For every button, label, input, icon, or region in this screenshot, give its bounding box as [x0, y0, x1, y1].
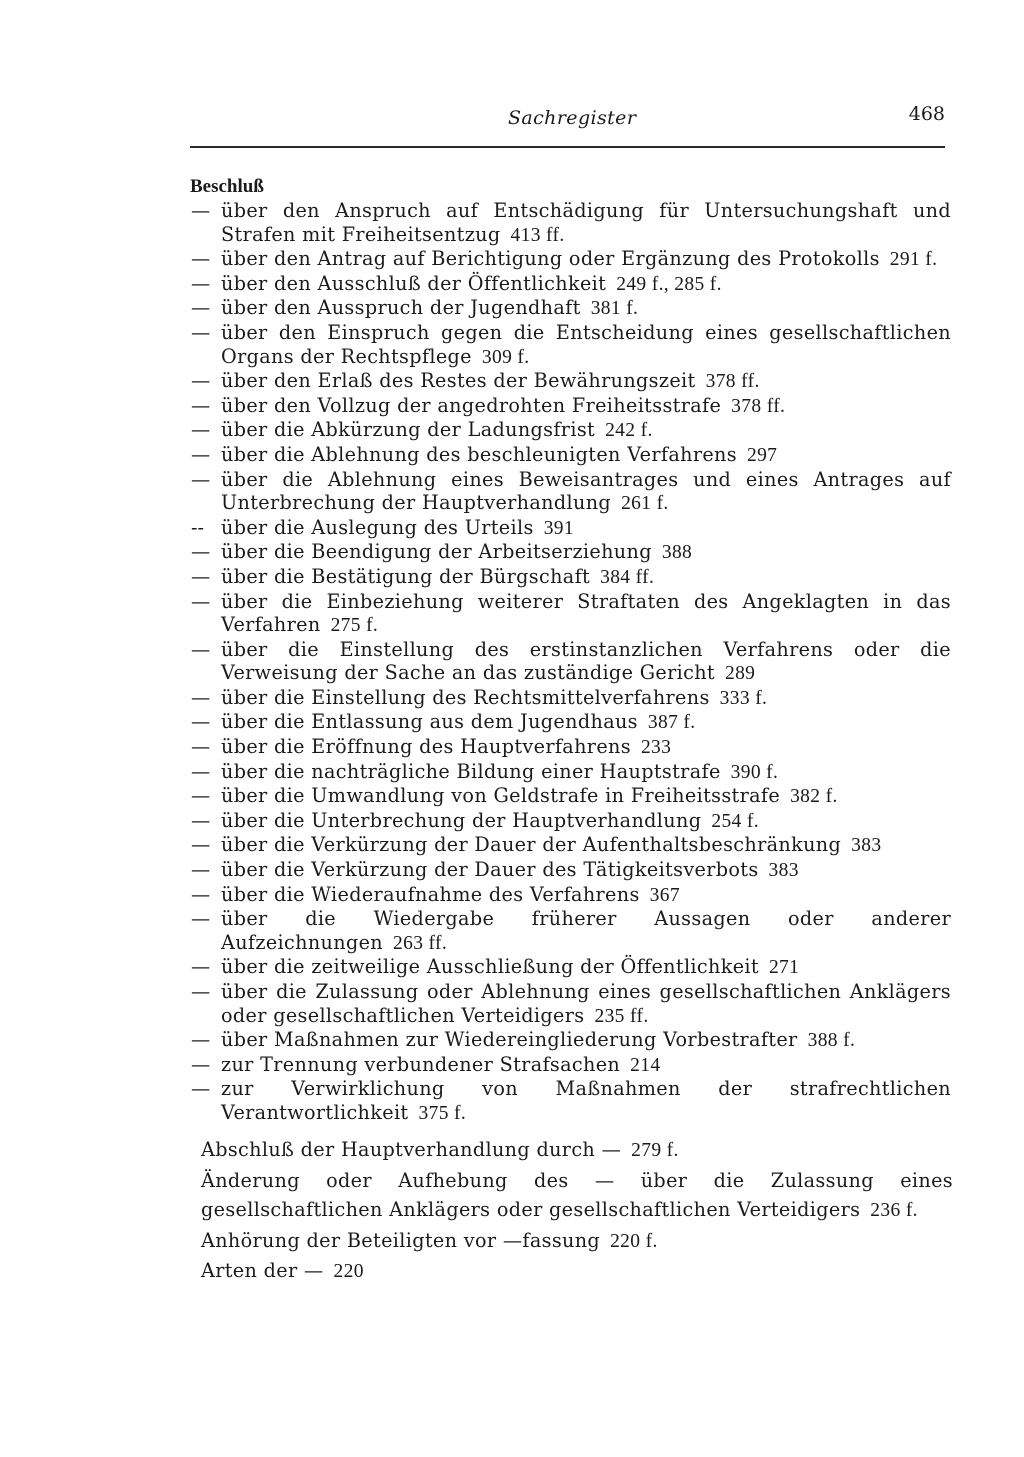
subentry: [191, 980, 951, 1028]
subentry-text: über den Antrag auf Berichtigung oder Ergänzung des Protokolls: [221, 247, 880, 271]
running-head: [190, 103, 945, 137]
page-reference: 383: [851, 835, 882, 857]
page-reference: 390 f.: [730, 761, 779, 783]
subentry-body: [221, 686, 951, 711]
subentry: [191, 272, 951, 297]
subentry-dash: —: [191, 296, 211, 320]
subentry: [191, 394, 951, 419]
related-entry-text: Änderung oder Aufhebung des — über die Zulassung eines gesellschaftlichen Anklägers oder gesellschaftlichen Verteidigers: [201, 1168, 953, 1221]
subentry-body: [221, 418, 951, 443]
page-reference: 275 f.: [330, 615, 379, 637]
subentry-text: über den Ausschluß der Öffentlichkeit: [221, 271, 607, 295]
page-reference: 289: [724, 663, 756, 685]
subentry: [191, 710, 951, 735]
subentry-body: [221, 955, 951, 980]
subentry-dash: —: [191, 1077, 211, 1101]
subentry: [191, 516, 951, 541]
subentry-body: [221, 369, 951, 394]
subentry-text: über die Unterbrechung der Hauptverhandlung: [221, 808, 702, 832]
subentry-text: über den Erlaß des Restes der Bewährungszeit: [221, 369, 696, 393]
subentry: [191, 833, 951, 858]
page-reference: 249 f., 285 f.: [616, 273, 722, 295]
subentry: [191, 907, 951, 955]
page-reference: 236 f.: [870, 1200, 918, 1221]
subentry-text: über den Ausspruch der Jugendhaft: [221, 296, 581, 320]
page-reference: 384 ff.: [600, 566, 655, 588]
subentry: [191, 1053, 951, 1078]
subentry-dash: —: [191, 759, 211, 783]
subentry-dash: —: [191, 271, 211, 295]
subentry: [191, 858, 951, 883]
subentry: [191, 638, 951, 686]
subentry-body: [221, 833, 951, 858]
subentry-body: [221, 321, 951, 369]
page-reference: 271: [768, 957, 800, 979]
subentry-text: über die Ablehnung eines Beweisantrages und eines Antrages auf Unterbrechung der Hauptverhandlung: [221, 467, 951, 515]
subentry-body: [221, 784, 951, 809]
subentry-body: [221, 516, 951, 541]
subentry-text: über den Einspruch gegen die Entscheidung eines gesellschaftlichen Organs der Rechtspflege: [221, 320, 951, 368]
subentry-text: über Maßnahmen zur Wiedereingliederung Vorbestrafter: [221, 1028, 798, 1052]
index-heading: Beschluß: [190, 176, 264, 197]
page-reference: 381 f.: [590, 298, 639, 320]
subentry-text: über die nachträgliche Bildung einer Hauptstrafe: [221, 759, 721, 783]
subentry-dash: --: [191, 515, 204, 539]
related-entry-text: Arten der —: [201, 1259, 324, 1282]
subentry: [191, 590, 951, 638]
subentry-text: über die Einstellung des erstinstanzlichen Verfahrens oder die Verweisung der Sache an das zuständige Gericht: [221, 637, 951, 685]
subentry-body: [221, 858, 951, 883]
subentry: [191, 809, 951, 834]
subentry-text: über die Entlassung aus dem Jugendhaus: [221, 710, 638, 734]
subentry-text: über die Umwandlung von Geldstrafe in Freiheitsstrafe: [221, 784, 781, 808]
subentry-text: über den Anspruch auf Entschädigung für Untersuchungshaft und Strafen mit Freiheitsentzug: [221, 199, 951, 246]
subentry-body: [221, 468, 951, 516]
subentry-dash: —: [191, 833, 211, 857]
subentry-text: zur Trennung verbundener Strafsachen: [221, 1052, 621, 1076]
page-number: 468: [908, 103, 945, 125]
subentry-text: über die Eröffnung des Hauptverfahrens: [221, 735, 631, 759]
subentry: [191, 540, 951, 565]
subentry-body: [221, 394, 951, 419]
page-reference: 388: [661, 542, 693, 564]
page-reference: 214: [630, 1054, 661, 1076]
subentry: [191, 955, 951, 980]
subentry-dash: —: [191, 858, 211, 882]
subentry-body: [221, 883, 951, 908]
subentry-dash: —: [191, 393, 211, 417]
subentry: [191, 1028, 951, 1053]
subentry-dash: —: [191, 247, 211, 271]
subentry-dash: —: [191, 685, 211, 709]
subentry-dash: —: [191, 320, 211, 344]
subentry-body: [221, 760, 951, 785]
subentry-text: über die Auslegung des Urteils: [221, 515, 534, 539]
subentry: [191, 784, 951, 809]
related-entry-list: [201, 1135, 953, 1287]
page-reference: 233: [640, 737, 672, 759]
page-reference: 279 f.: [631, 1140, 679, 1161]
subentry-body: [221, 710, 951, 735]
subentry-text: zur Verwirklichung von Maßnahmen der strafrechtlichen Verantwortlichkeit: [221, 1077, 951, 1124]
subentry-body: [221, 199, 951, 247]
page-reference: 333 f.: [719, 687, 768, 709]
subentry-body: [221, 809, 951, 834]
subentry-dash: —: [191, 564, 211, 588]
page-reference: 297: [746, 444, 778, 466]
subentry-text: über die Einbeziehung weiterer Straftaten des Angeklagten in das Verfahren: [221, 589, 951, 637]
subentry: [191, 443, 951, 468]
subentry-dash: —: [191, 735, 211, 759]
page-reference: 367: [649, 884, 680, 906]
page-reference: 388 f.: [807, 1030, 856, 1052]
subentry-dash: —: [191, 808, 211, 832]
subentry-text: über die Bestätigung der Bürgschaft: [221, 564, 591, 588]
subentry-dash: —: [191, 540, 211, 564]
page-reference: 220: [333, 1261, 364, 1282]
subentry-dash: —: [191, 467, 211, 491]
page-reference: 242 f.: [605, 420, 653, 442]
subentry-dash: —: [191, 442, 211, 466]
page-reference: 387 f.: [647, 712, 696, 734]
subentry-text: über die Verkürzung der Dauer der Aufenthaltsbeschränkung: [221, 833, 842, 857]
subentry-body: [221, 296, 951, 321]
page-reference: 378 ff.: [705, 371, 760, 393]
subentry: [191, 321, 951, 369]
section-title: Sachregister: [508, 107, 637, 129]
related-entry-text: Abschluß der Hauptverhandlung durch —: [201, 1138, 622, 1161]
subentry-body: [221, 565, 951, 590]
page-reference: 382 f.: [790, 786, 838, 808]
subentry-dash: —: [191, 418, 211, 442]
subentry-text: über die zeitweilige Ausschließung der Öffentlichkeit: [221, 955, 759, 979]
subentry-body: [221, 638, 951, 686]
subentry-text: über den Vollzug der angedrohten Freiheitsstrafe: [221, 393, 722, 417]
subentry-text: über die Verkürzung der Dauer des Tätigkeitsverbots: [221, 858, 759, 882]
subentry-dash: —: [191, 784, 211, 808]
subentry-body: [221, 443, 951, 468]
subentry: [191, 686, 951, 711]
subentry-body: [221, 907, 951, 955]
subentry: [191, 418, 951, 443]
related-entry-text: Anhörung der Beteiligten vor —fassung: [201, 1228, 601, 1252]
subentry-text: über die Wiederaufnahme des Verfahrens: [221, 882, 640, 906]
subentry-dash: —: [191, 1028, 211, 1052]
subentry-text: über die Wiedergabe früherer Aussagen oder anderer Aufzeichnungen: [221, 907, 951, 954]
related-entry: [201, 1166, 953, 1226]
subentry-text: über die Abkürzung der Ladungsfrist: [221, 418, 596, 442]
page-reference: 391: [543, 517, 574, 539]
subentry: [191, 735, 951, 760]
page-reference: 291 f.: [889, 249, 938, 271]
subentry: [191, 1077, 951, 1125]
subentry-dash: —: [191, 369, 211, 393]
related-entry: [201, 1256, 953, 1287]
subentry-dash: —: [191, 637, 211, 661]
subentry-text: über die Einstellung des Rechtsmittelverfahrens: [221, 685, 710, 709]
subentry: [191, 369, 951, 394]
subentry-dash: —: [191, 955, 211, 979]
subentry-body: [221, 272, 951, 297]
subentry-body: [221, 1053, 951, 1078]
subentry: [191, 296, 951, 321]
subentry-dash: —: [191, 199, 211, 222]
subentry-dash: —: [191, 882, 211, 906]
subentry-body: [221, 980, 951, 1028]
subentry: [191, 883, 951, 908]
subentry: [191, 468, 951, 516]
related-entry: [201, 1135, 953, 1166]
subentry-dash: —: [191, 589, 211, 613]
subentry-body: [221, 735, 951, 760]
related-entry: [201, 1226, 953, 1257]
subentry: [191, 565, 951, 590]
page-reference: 413 ff.: [510, 224, 565, 246]
page-reference: 263 ff.: [393, 932, 448, 954]
page-reference: 261 f.: [621, 493, 669, 515]
subentry-body: [221, 1077, 951, 1125]
page-reference: 378 ff.: [731, 395, 786, 417]
page-reference: 375 f.: [418, 1102, 467, 1124]
subentry-list: [191, 199, 951, 1126]
page-reference: 235 ff.: [594, 1005, 649, 1027]
page-reference: 220 f.: [610, 1230, 658, 1252]
subentry: [191, 199, 951, 247]
subentry-text: über die Ablehnung des beschleunigten Verfahrens: [221, 442, 737, 466]
subentry: [191, 247, 951, 272]
subentry-body: [221, 247, 951, 272]
subentry-body: [221, 590, 951, 638]
subentry: [191, 760, 951, 785]
subentry-dash: —: [191, 907, 211, 931]
subentry-dash: —: [191, 1052, 211, 1076]
page-reference: 254 f.: [711, 810, 759, 832]
subentry-body: [221, 1028, 951, 1053]
page-reference: 383: [768, 860, 799, 882]
page-reference: 309 f.: [481, 346, 530, 368]
header-rule: [190, 146, 945, 148]
subentry-dash: —: [191, 980, 211, 1003]
subentry-dash: —: [191, 710, 211, 734]
subentry-body: [221, 540, 951, 565]
subentry-text: über die Beendigung der Arbeitserziehung: [221, 540, 652, 564]
subentry-text: über die Zulassung oder Ablehnung eines gesellschaftlichen Anklägers oder gesellschaftlichen Verteidigers: [221, 980, 951, 1027]
